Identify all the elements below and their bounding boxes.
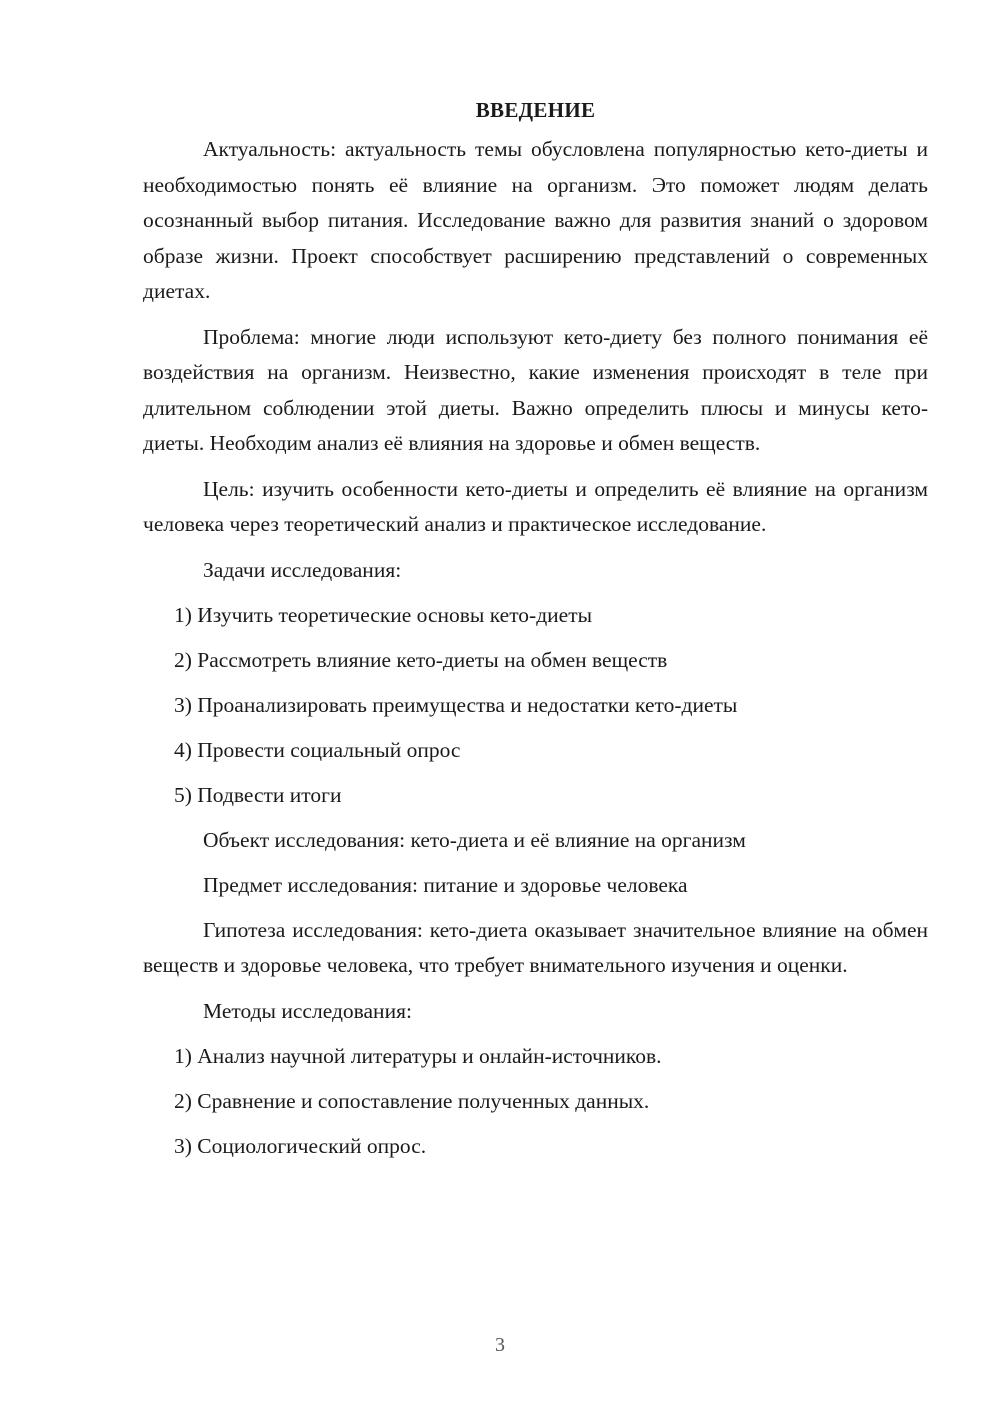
tasks-list xyxy=(143,598,928,814)
task-item: 1) Изучить теоретические основы кето-диеты xyxy=(174,602,593,627)
task-item: 2) Рассмотреть влияние кето-диеты на обмен веществ xyxy=(174,647,668,672)
subject-paragraph: Предмет исследования: питание и здоровье человека xyxy=(203,872,688,897)
methods-list xyxy=(143,1039,928,1165)
task-item: 3) Проанализировать преимущества и недостатки кето-диеты xyxy=(174,692,738,717)
hypothesis-paragraph: Гипотеза исследования: кето-диета оказывает значительное влияние на обмен веществ и здоровье человека, что требует внимательного изучения и оценки. xyxy=(143,917,928,977)
relevance-paragraph: Актуальность: актуальность темы обусловлена популярностью кето-диеты и необходимостью понять её влияние на организм. Это поможет людям делать осознанный выбор питания. Исследование важно для развития знаний о здоровом образе жизни. Проект способствует расширению представлений о современных диетах. xyxy=(143,137,928,303)
method-item: 1) Анализ научной литературы и онлайн-источников. xyxy=(174,1043,662,1068)
methods-heading: Методы исследования: xyxy=(203,998,412,1023)
section-title: ВВЕДЕНИЕ xyxy=(475,98,596,122)
object-paragraph: Объект исследования: кето-диета и её влияние на организм xyxy=(203,827,746,852)
task-item: 5) Подвести итоги xyxy=(174,782,342,807)
page-number: 3 xyxy=(495,1334,505,1356)
document-page xyxy=(143,92,928,1174)
method-item: 2) Сравнение и сопоставление полученных данных. xyxy=(174,1088,650,1113)
goal-paragraph: Цель: изучить особенности кето-диеты и определить её влияние на организм человека через теоретический анализ и практическое исследование. xyxy=(143,476,928,536)
method-item: 3) Социологический опрос. xyxy=(174,1133,427,1158)
task-item: 4) Провести социальный опрос xyxy=(174,737,461,762)
tasks-heading: Задачи исследования: xyxy=(203,557,402,582)
problem-paragraph: Проблема: многие люди используют кето-диету без полного понимания её воздействия на организм. Неизвестно, какие изменения происходят в теле при длительном соблюдении этой диеты. Важно определить плюсы и минусы кето-диеты. Необходим анализ её влияния на здоровье и обмен веществ. xyxy=(143,324,928,455)
